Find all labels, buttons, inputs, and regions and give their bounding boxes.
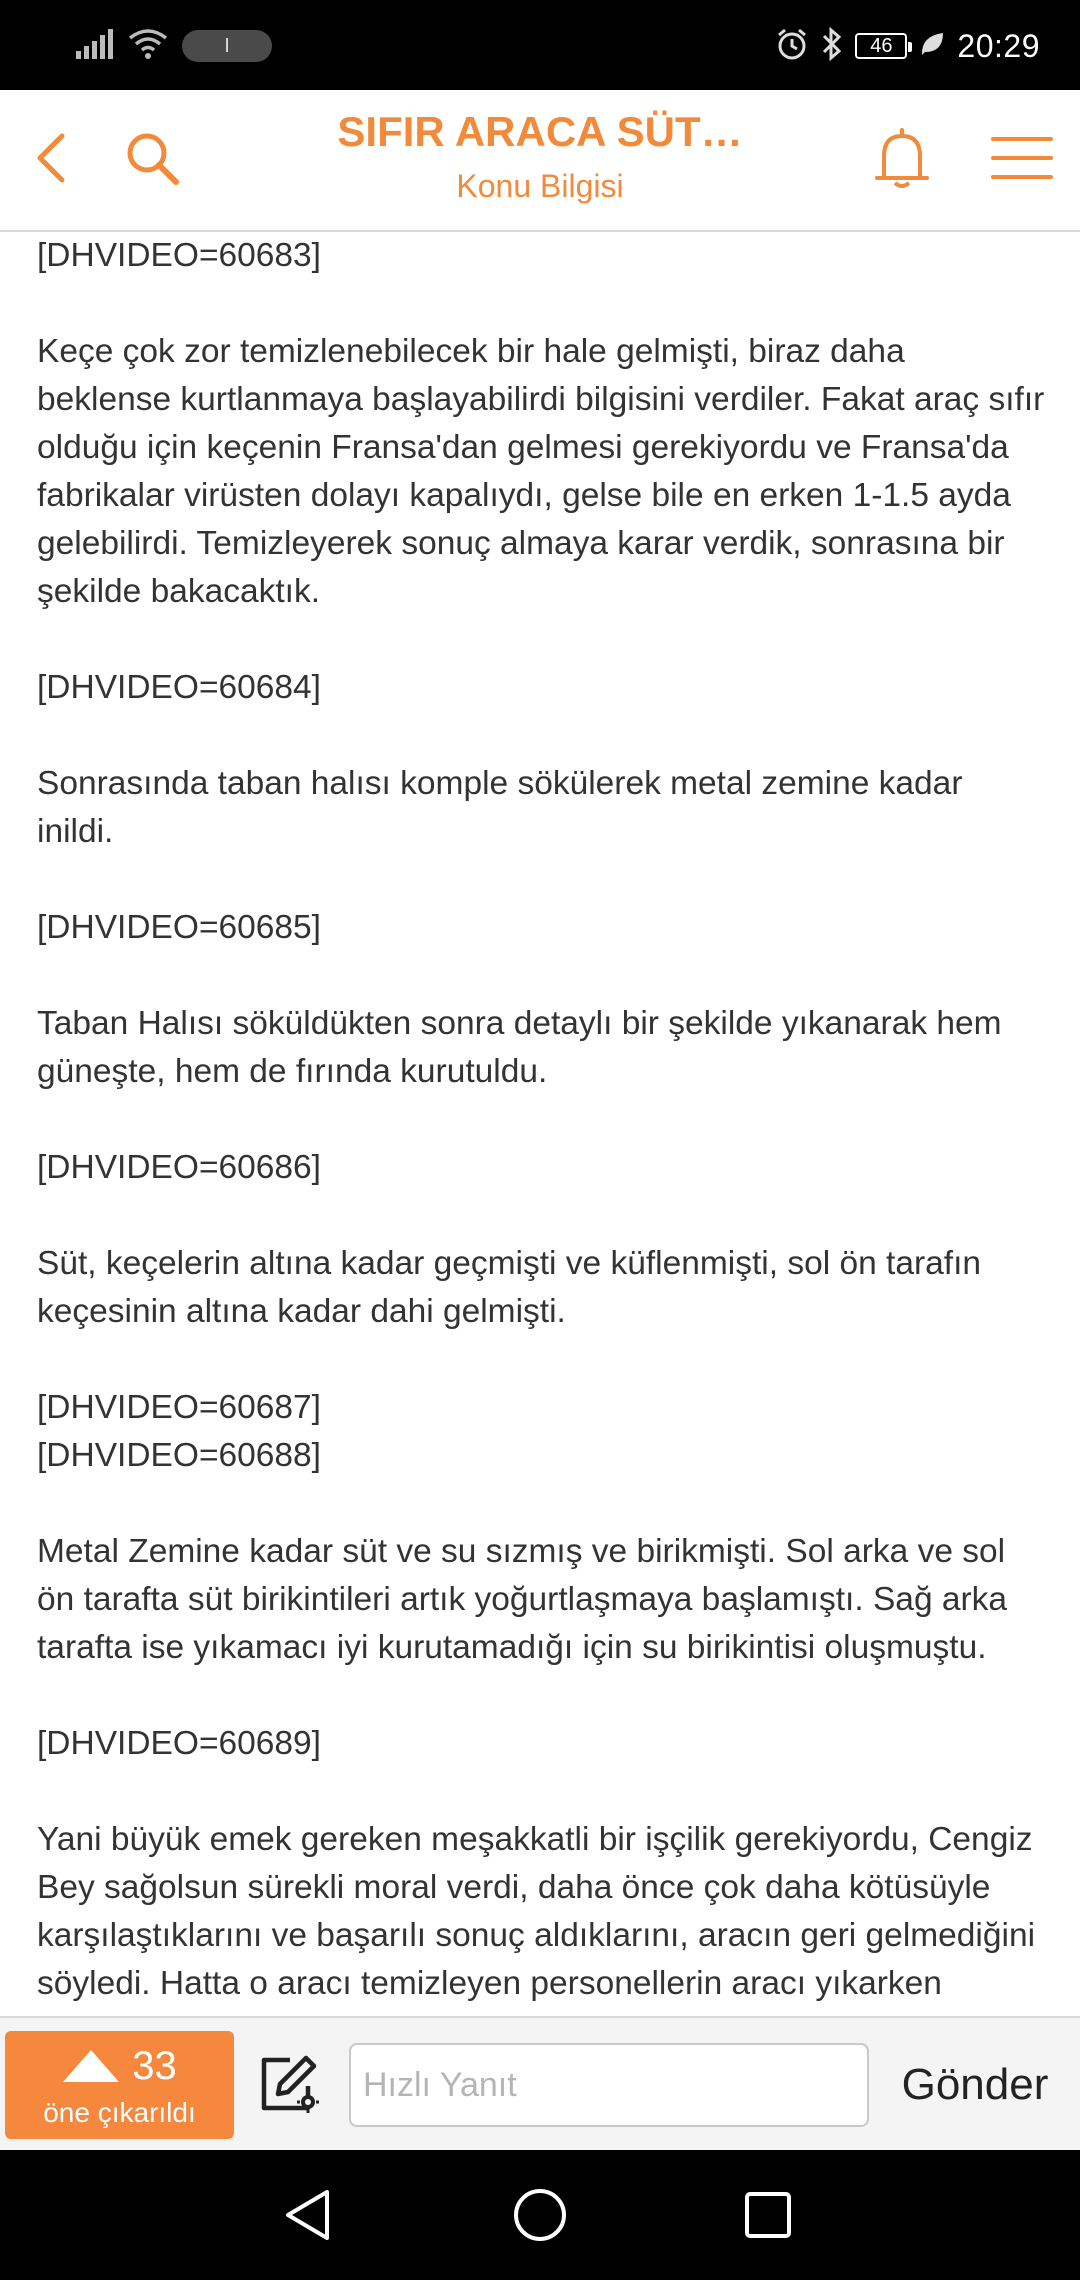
action-bar [0,2016,1080,2150]
post-paragraph: Taban Halısı söküldükten sonra detaylı bir şekilde yıkanarak hem güneşte, hem de fırında kurutuldu. [37,1005,1002,1090]
bluetooth-icon [821,27,843,66]
send-button[interactable]: Gönder [901,2060,1049,2109]
nav-back-button[interactable] [268,2175,348,2255]
nav-home-button[interactable] [500,2175,580,2255]
back-arrow-icon [32,132,72,184]
post-paragraph: Süt, keçelerin altına kadar geçmişti ve küflenmişti, sol ön tarafın keçesinin altına kadar dahi gelmişti. [37,1245,982,1330]
video-embed[interactable]: [DHVIDEO=60689] [37,1725,321,1762]
wifi-icon [128,28,168,65]
status-left [76,26,272,66]
notifications-button[interactable] [866,122,938,194]
battery-icon [855,33,907,59]
header-title-block [240,106,840,208]
quick-reply-input[interactable] [349,2043,869,2127]
upvote-button[interactable] [5,2031,234,2139]
nav-home-icon [512,2187,568,2243]
page-title: SIFIR ARACA SÜT… [337,108,743,155]
compose-button[interactable] [252,2048,324,2120]
upvote-label: öne çıkarıldı [43,2097,196,2128]
video-embed[interactable]: [DHVIDEO=60683] [37,237,321,274]
nav-recents-button[interactable] [728,2175,808,2255]
signal-icon [76,29,114,64]
edit-settings-icon [256,2052,320,2116]
app-header [0,90,1080,232]
alarm-icon [775,27,809,66]
post-content [37,232,1047,2016]
nav-back-icon [283,2188,333,2242]
battery-level: 46 [870,34,893,57]
video-embed[interactable]: [DHVIDEO=60688] [37,1437,321,1474]
post-paragraph: Sonrasında taban halısı komple sökülerek metal zemine kadar inildi. [37,765,963,850]
system-nav-bar [0,2150,1080,2280]
post-paragraph: Metal Zemine kadar süt ve su sızmış ve birikmişti. Sol arka ve sol ön tarafta süt birikintileri artık yoğurtlaşmaya başlamıştı. Sağ arka tarafta ise yıkamacı iyi kurutamadığı için su birikintisi oluşmuştu. [37,1533,1008,1666]
hamburger-menu-icon [991,134,1053,182]
back-button[interactable] [16,122,88,194]
video-embed[interactable]: [DHVIDEO=60685] [37,909,321,946]
status-right [775,24,1040,68]
leaf-icon [919,30,945,63]
video-embed[interactable]: [DHVIDEO=60687] [37,1389,321,1426]
upvote-top [5,2043,234,2089]
video-embed[interactable]: [DHVIDEO=60686] [37,1149,321,1186]
menu-button[interactable] [986,122,1058,194]
bell-icon [872,126,932,190]
video-embed[interactable]: [DHVIDEO=60684] [37,669,321,706]
upvote-count: 33 [132,2044,177,2088]
page-subtitle[interactable]: Konu Bilgisi [456,168,624,204]
clock: 20:29 [957,27,1040,64]
nav-recents-icon [743,2190,793,2240]
search-button[interactable] [116,122,188,194]
post-paragraph: Keçe çok zor temizlenebilecek bir hale gelmişti, biraz daha beklense kurtlanmaya başlayabilirdi bilgisini verdiler. Fakat araç sıfır olduğu için keçenin Fransa'dan gelmesi gerekiyordu ve Fransa'da fabrikalar virüsten dolayı kapalıydı, gelse bile en erken 1-1.5 ayda gelebilirdi. Temizleyerek sonuç almaya karar verdik, sonrasına bir şekilde bakacaktık. [37,333,1045,610]
sim-indicator: I [182,30,272,62]
post-paragraph: Yani büyük emek gereken meşakkatli bir işçilik gerekiyordu, Cengiz Bey sağolsun sürekli moral verdi, daha önce çok daha kötüsüyle karşılaştıklarını ve başarılı sonuç aldıklarını, aracın geri gelmediğini söyledi. Hatta o aracı temizleyen personellerin aracı yıkarken [37,1821,1036,2002]
triangle-up-icon [62,2049,120,2083]
status-bar [0,0,1080,90]
search-icon [124,130,180,186]
